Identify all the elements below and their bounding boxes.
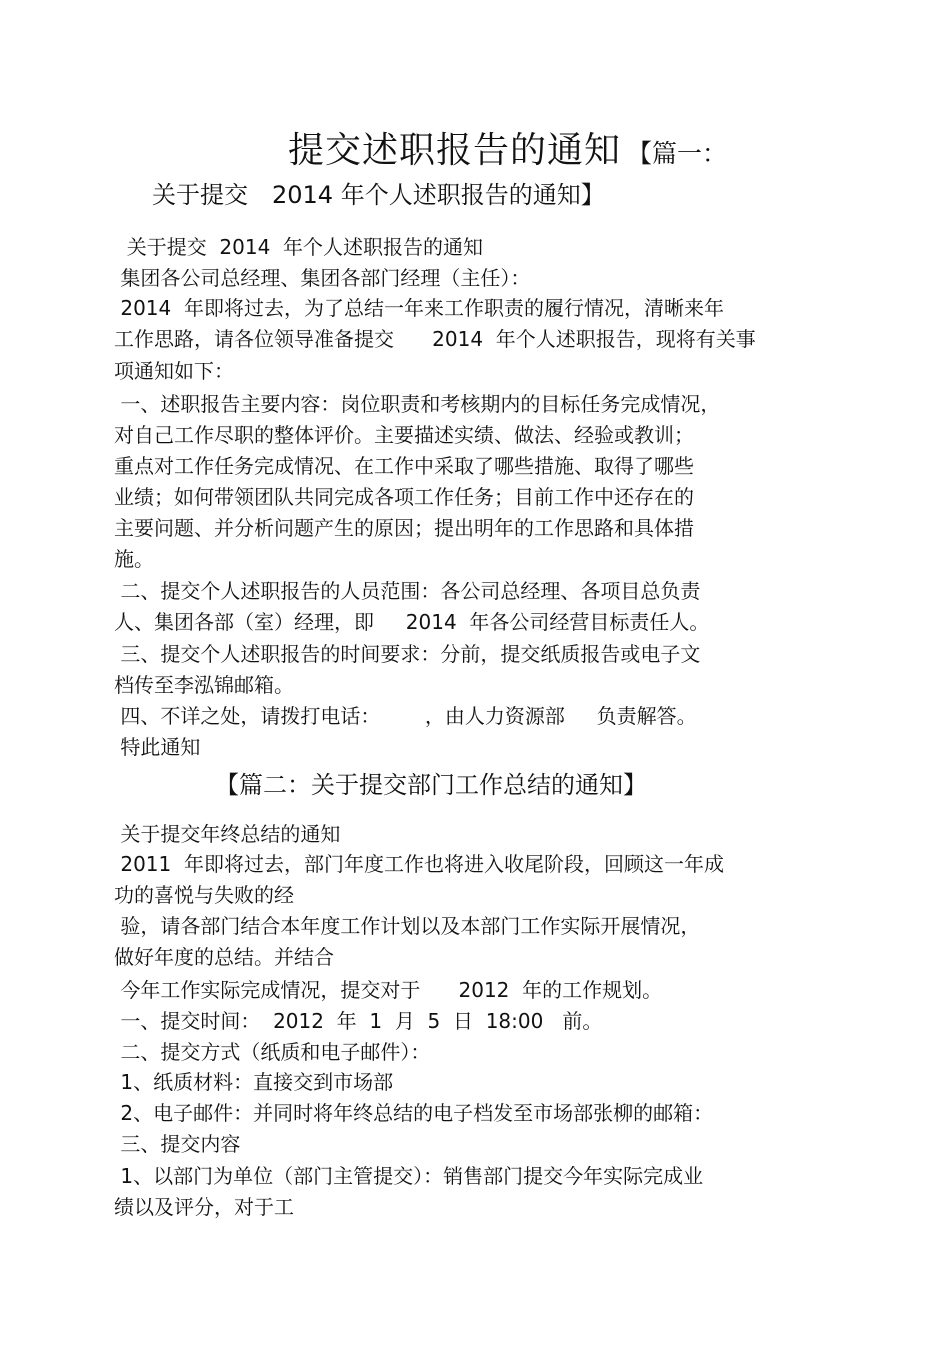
title-main: 提交述职报告的通知: [288, 130, 622, 171]
text-line: 一、提交时间： 2012 年 1 月 5 日 18:00 前。: [114, 1009, 603, 1033]
text-line: 三、提交个人述职报告的时间要求：分前，提交纸质报告或电子文: [114, 642, 701, 666]
text-line: 主要问题、并分析问题产生的原因；提出明年的工作思路和具体措: [114, 516, 694, 540]
text-line: 三、提交内容: [114, 1132, 241, 1156]
text-line: 业绩；如何带领团队共同完成各项工作任务；目前工作中还存在的: [114, 485, 694, 509]
text-line: 二、提交个人述职报告的人员范围：各公司总经理、各项目总负责: [114, 579, 701, 603]
text-line: 做好年度的总结。并结合: [114, 945, 334, 969]
document-subtitle: 关于提交 2014 年个人述职报告的通知】: [152, 181, 605, 209]
section-2-heading: 【篇二：关于提交部门工作总结的通知】: [215, 771, 647, 799]
text-line: 2011 年即将过去，部门年度工作也将进入收尾阶段，回顾这一年成: [114, 852, 724, 876]
text-line: 人、集团各部（室）经理，即 2014 年各公司经营目标责任人。: [114, 610, 710, 634]
document-title: [288, 122, 727, 173]
text-line: 1、以部门为单位（部门主管提交）：销售部门提交今年实际完成业: [114, 1164, 704, 1188]
text-line: 验，请各部门结合本年度工作计划以及本部门工作实际开展情况，: [114, 914, 701, 938]
text-line: 1、纸质材料：直接交到市场部: [114, 1070, 394, 1094]
text-line: 档传至李泓锦邮箱。: [114, 673, 294, 697]
text-line: 一、述职报告主要内容：岗位职责和考核期内的目标任务完成情况，: [114, 392, 721, 416]
text-line: 对自己工作尽职的整体评价。主要描述实绩、做法、经验或教训；: [114, 423, 694, 447]
text-line: 集团各公司总经理、集团各部门经理（主任）：: [114, 266, 531, 290]
text-line: 2、电子邮件：并同时将年终总结的电子档发至市场部张柳的邮箱：: [114, 1101, 714, 1125]
text-line: 特此通知: [114, 735, 201, 759]
title-tag: 【篇一：: [627, 139, 728, 168]
text-line: 功的喜悦与失败的经: [114, 883, 294, 907]
text-line: 绩以及评分，对于工: [114, 1195, 294, 1219]
text-line: 项通知如下：: [114, 359, 234, 383]
text-line: 二、提交方式（纸质和电子邮件）：: [114, 1040, 431, 1064]
text-line: 四、不详之处，请拨打电话： ，由人力资源部 负责解答。: [114, 704, 697, 728]
text-line: 重点对工作任务完成情况、在工作中采取了哪些措施、取得了哪些: [114, 454, 694, 478]
text-line: 今年工作实际完成情况，提交对于 2012 年的工作规划。: [114, 978, 663, 1002]
text-line: 2014 年即将过去，为了总结一年来工作职责的履行情况，清晰来年: [114, 296, 724, 320]
text-line: 关于提交年终总结的通知: [114, 822, 341, 846]
text-line: 施。: [114, 547, 154, 571]
text-line: 关于提交 2014 年个人述职报告的通知: [114, 235, 484, 259]
text-line: 工作思路，请各位领导准备提交 2014 年个人述职报告，现将有关事: [114, 327, 756, 351]
